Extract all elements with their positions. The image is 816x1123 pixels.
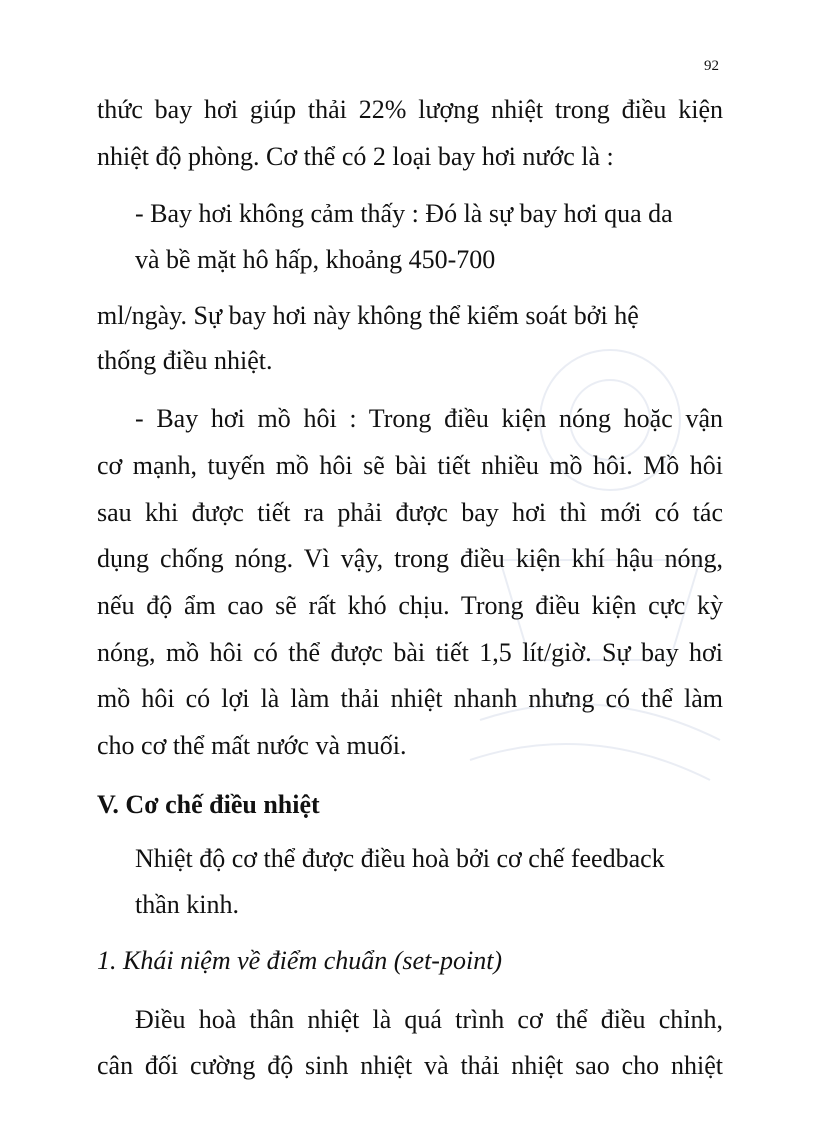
bullet-insensible-line-1: - Bay hơi không cảm thấy : Đó là sự bay hơi qua da <box>135 199 673 228</box>
sweat-line-7: mồ hôi có lợi là làm thải nhiệt nhanh nhưng có thể làm <box>97 684 723 713</box>
subsection-heading: 1. Khái niệm về điểm chuẩn (set-point) <box>97 946 503 975</box>
sweat-line-3: sau khi được tiết ra phải được bay hơi thì mới có tác <box>97 498 723 527</box>
bullet-sweat-line-1: - Bay hơi mồ hôi : Trong điều kiện nóng hoặc vận <box>135 404 723 433</box>
section-heading: V. Cơ chế điều nhiệt <box>97 790 320 819</box>
sweat-line-5: nếu độ ẩm cao sẽ rất khó chịu. Trong điều kiện cực kỳ <box>97 591 723 620</box>
page-number: 92 <box>704 58 719 74</box>
bullet-insensible-line-2: và bề mặt hô hấp, khoảng 450-700 <box>135 245 496 274</box>
sweat-line-2: cơ mạnh, tuyến mồ hôi sẽ bài tiết nhiều mồ hôi. Mồ hôi <box>97 451 723 480</box>
sweat-line-8: cho cơ thể mất nước và muối. <box>97 731 407 760</box>
definition-line-2: cân đối cường độ sinh nhiệt và thải nhiệt sao cho nhiệt <box>97 1051 723 1080</box>
text-line-6: thống điều nhiệt. <box>97 346 273 375</box>
text-line-2: nhiệt độ phòng. Cơ thể có 2 loại bay hơi nước là : <box>97 142 614 171</box>
section-intro-line-1: Nhiệt độ cơ thể được điều hoà bởi cơ chế feedback <box>135 844 665 873</box>
text-line-5: ml/ngày. Sự bay hơi này không thể kiểm soát bởi hệ <box>97 301 639 330</box>
sweat-line-6: nóng, mồ hôi có thể được bài tiết 1,5 lít/giờ. Sự bay hơi <box>97 638 723 667</box>
definition-line-1: Điều hoà thân nhiệt là quá trình cơ thể điều chỉnh, <box>135 1005 723 1034</box>
sweat-line-4: dụng chống nóng. Vì vậy, trong điều kiện khí hậu nóng, <box>97 544 723 573</box>
section-intro-line-2: thần kinh. <box>135 890 239 919</box>
text-line-1: thức bay hơi giúp thải 22% lượng nhiệt trong điều kiện <box>97 95 723 124</box>
